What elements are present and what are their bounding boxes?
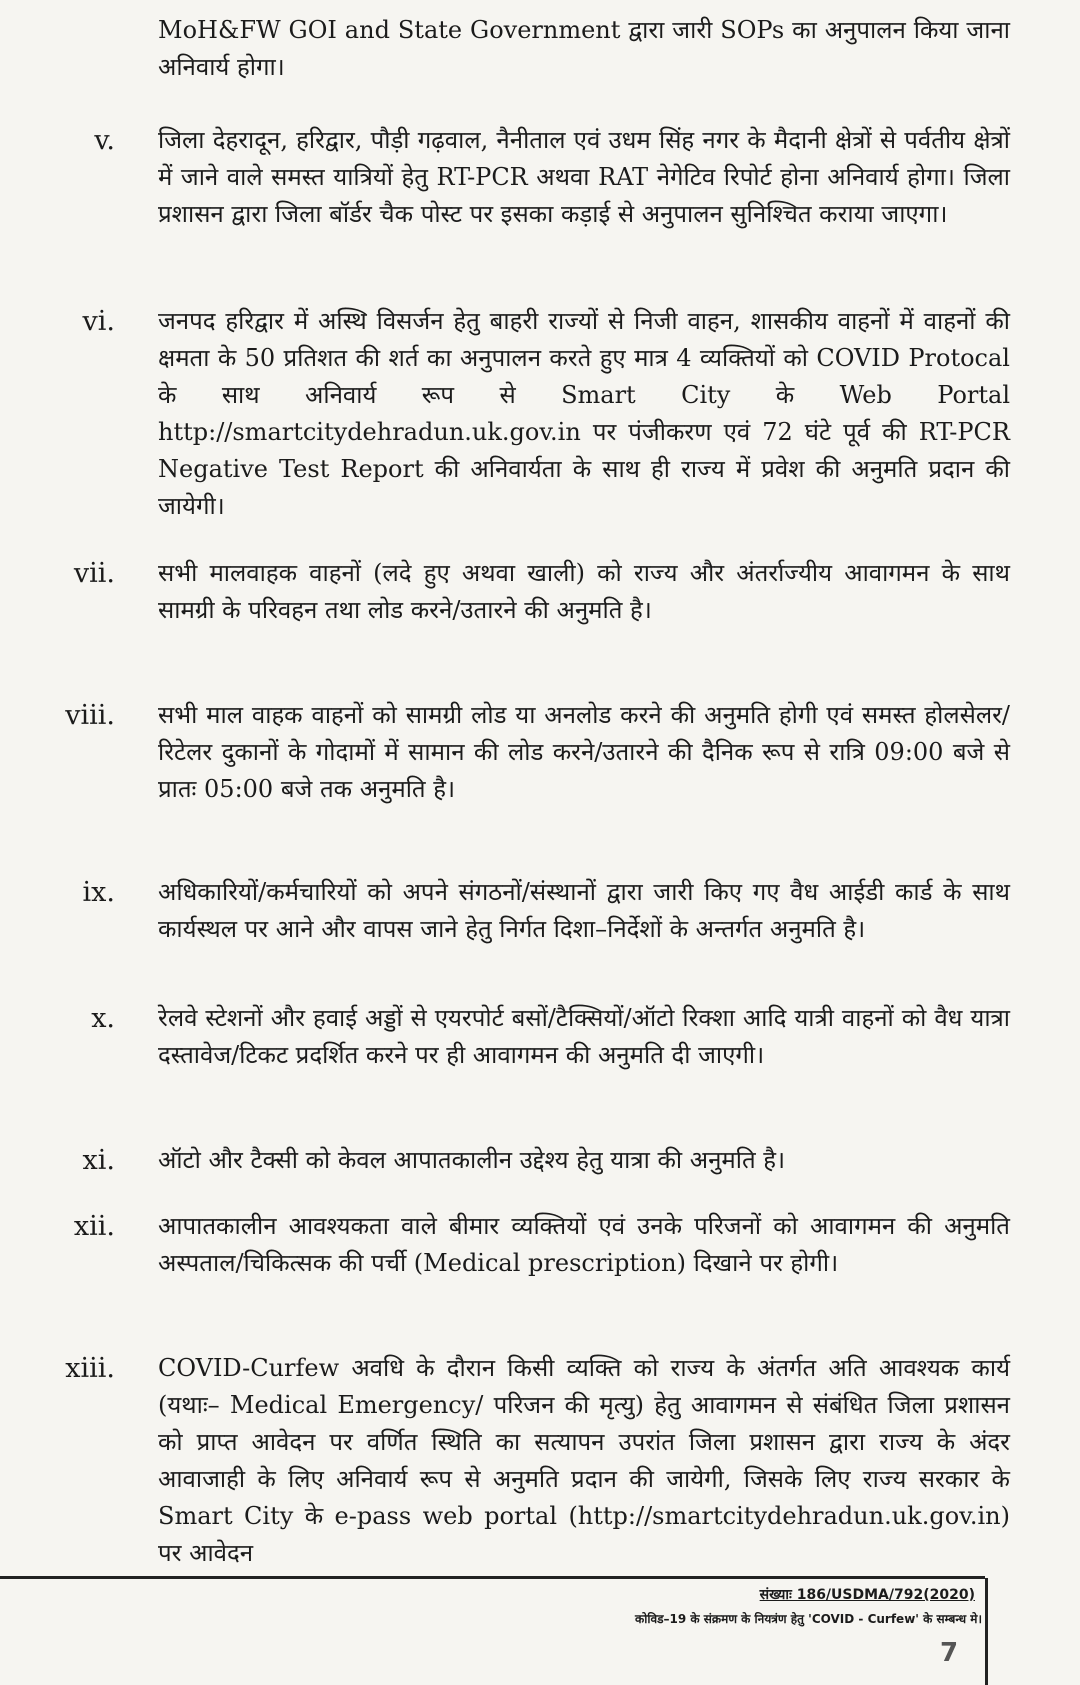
footer-vertical-divider — [985, 1578, 988, 1685]
item-text: ऑटो और टैक्सी को केवल आपातकालीन उद्देश्य हेतु यात्रा की अनुमति है। — [158, 1146, 786, 1174]
footer-divider — [0, 1576, 985, 1579]
item-text: आपातकालीन आवश्यकता वाले बीमार व्यक्तियों एवं उनके परिजनों को आवागमन की अनुमति अस्पताल/चिकित्सक की पर्ची (Medical prescription) दिखाने पर होगी। — [158, 1212, 1010, 1277]
item-text: COVID-Curfew अवधि के दौरान किसी व्यक्ति को राज्य के अंतर्गत अति आवश्यक कार्य (यथाः– Medical Emergency/ परिजन की मृत्यु) हेतु आवागमन से संबंधित जिला प्रशासन को प्राप्त आवेदन पर वर्णित स्थिति का सत्यापन उपरांत जिला प्रशासन द्वारा राज्य के अंदर आवाजाही के लिए अनिवार्य रूप से अनुमति प्रदान की जायेगी, जिसके लिए राज्य सरकार के Smart City के e-pass web portal (http://smartcitydehradun.uk.gov.in) पर आवेदन — [158, 1354, 1010, 1567]
item-number: xii. — [73, 1211, 115, 1242]
item-text: सभी माल वाहक वाहनों को सामग्री लोड या अनलोड करने की अनुमति होगी एवं समस्त होलसेलर/रिटेलर दुकानों के गोदामों में सामान की लोड करने/उतारने की दैनिक रूप से रात्रि 09:00 बजे से प्रातः 05:00 बजे तक अनुमति है। — [158, 701, 1010, 803]
item-number: v. — [94, 125, 115, 156]
item-text: सभी मालवाहक वाहनों (लदे हुए अथवा खाली) को राज्य और अंतर्राज्यीय आवागमन के साथ सामग्री के परिवहन तथा लोड करने/उतारने की अनुमति है। — [158, 559, 1010, 624]
item-number: vi. — [82, 306, 115, 337]
item-number: ix. — [82, 877, 115, 908]
item-number: x. — [91, 1003, 115, 1034]
item-text: रेलवे स्टेशनों और हवाई अड्डों से एयरपोर्ट बसों/टैक्सियों/ऑटो रिक्शा आदि यात्री वाहनों को वैध यात्रा दस्तावेज/टिकट प्रदर्शित करने पर ही आवागमन की अनुमति दी जाएगी। — [158, 1004, 1010, 1069]
item-number: xiii. — [65, 1353, 115, 1384]
item-number: xi. — [82, 1145, 115, 1176]
footer-subject: कोविड–19 के संक्रमण के नियत्रंण हेतु 'COVID - Curfew' के सम्बन्ध मे। — [635, 1612, 982, 1626]
footer-reference-number: संख्याः 186/USDMA/792(2020) — [759, 1587, 975, 1603]
item-text: अधिकारियों/कर्मचारियों को अपने संगठनों/संस्थानों द्वारा जारी किए गए वैध आईडी कार्ड के साथ कार्यस्थल पर आने और वापस जाने हेतु निर्गत दिशा–निर्देशों के अन्तर्गत अनुमति है। — [158, 878, 1010, 943]
item-text: जनपद हरिद्वार में अस्थि विसर्जन हेतु बाहरी राज्यों से निजी वाहन, शासकीय वाहनों में वाहनों की क्षमता के 50 प्रतिशत की शर्त का अनुपालन करते हुए मात्र 4 व्यक्तियों को COVID Protocal के साथ अनिवार्य रूप से Smart City के Web Portal http://smartcitydehradun.uk.gov.in पर पंजीकरण एवं 72 घंटे पूर्व की RT-PCR Negative Test Report की अनिवार्यता के साथ ही राज्य में प्रवेश की अनुमति प्रदान की जायेगी। — [158, 307, 1010, 520]
item-text: जिला देहरादून, हरिद्वार, पौड़ी गढ़वाल, नैनीताल एवं उधम सिंह नगर के मैदानी क्षेत्रों से पर्वतीय क्षेत्रों में जाने वाले समस्त यात्रियों हेतु RT-PCR अथवा RAT नेगेटिव रिपोर्ट होना अनिवार्य होगा। जिला प्रशासन द्वारा जिला बॉर्डर चैक पोस्ट पर इसका कड़ाई से अनुपालन सुनिश्चित कराया जाएगा। — [158, 126, 1010, 228]
page-number: 7 — [940, 1638, 959, 1668]
item-number: viii. — [65, 700, 115, 731]
intro-paragraph: MoH&FW GOI and State Government द्वारा जारी SOPs का अनुपालन किया जाना अनिवार्य होगा। — [158, 16, 1010, 81]
item-number: vii. — [73, 558, 115, 589]
